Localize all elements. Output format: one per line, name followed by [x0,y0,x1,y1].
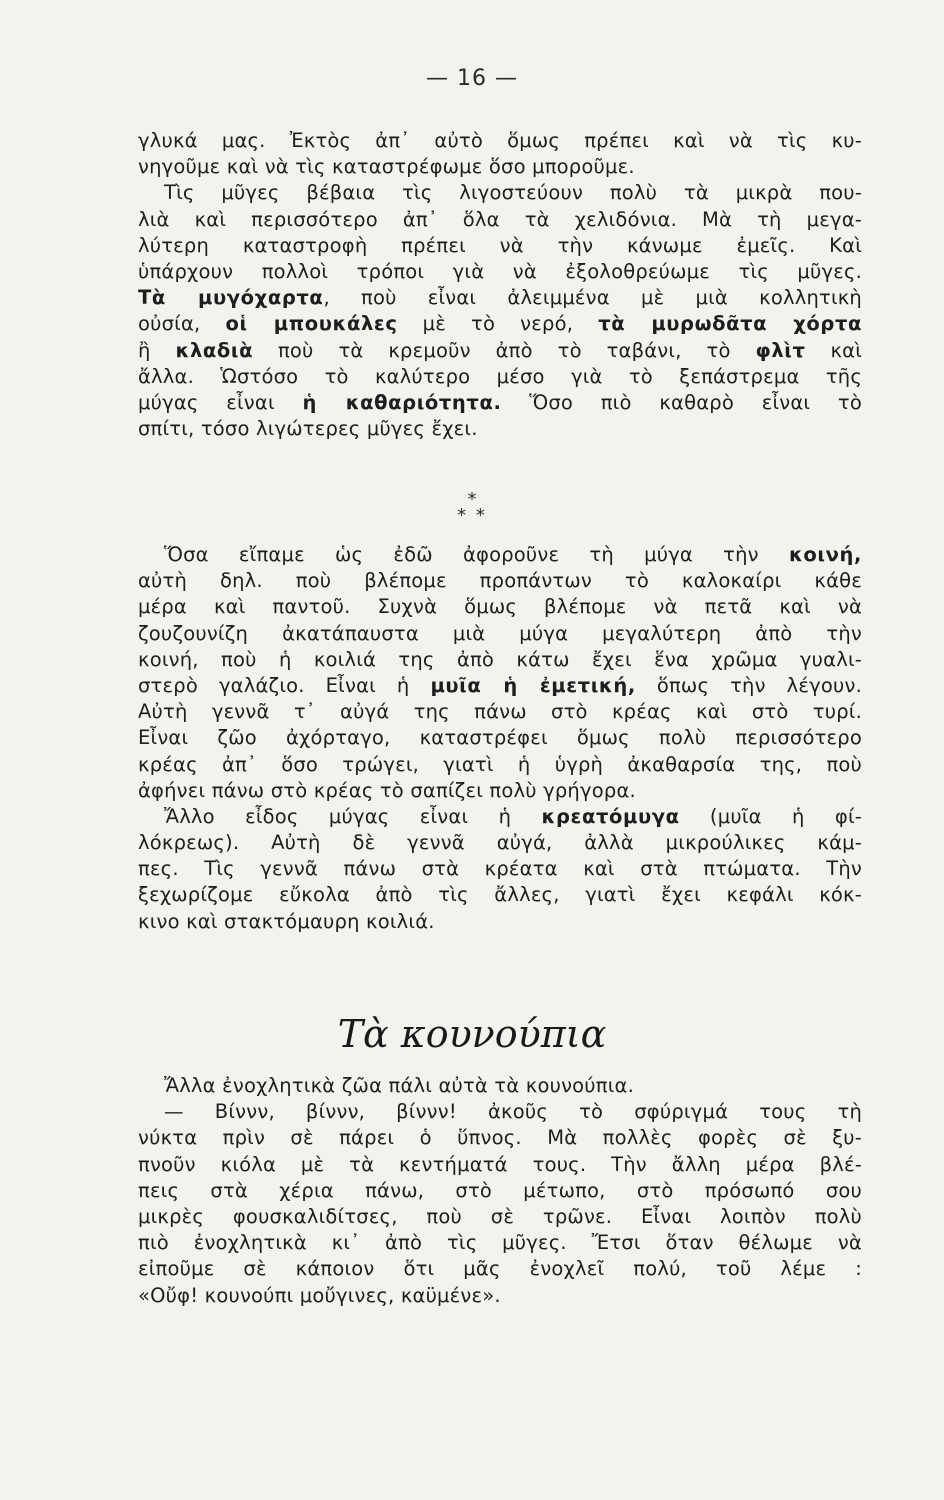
text-line [138,1178,862,1204]
text-run: ἢ [138,338,176,362]
text-run: μύγας εἶναι [138,390,303,414]
text-line [138,752,862,778]
text-line [138,1073,862,1099]
text-line [138,259,862,285]
text-run: λόκρεως). Αὐτὴ δὲ γεννᾶ αὐγά, ἀλλὰ μικρούλικες κάμ- [138,831,862,855]
text-line [138,285,862,311]
text-run: ὑπάρχουν πολλοὶ τρόποι γιὰ νὰ ἐξολοθρεύωμε τὶς μῦγες. [138,259,862,283]
text-line [138,673,862,699]
page-number: — 16 — [426,66,518,91]
text-run: καὶ [805,338,862,362]
text-line [138,364,862,390]
text-line [138,830,862,856]
asterism-bottom: * * [457,505,487,526]
text-run: ποὺ τὰ κρεμοῦν ἀπὸ τὸ ταβάνι, τὸ [253,338,756,362]
text-run: ξεχωρίζομε εὔκολα ἀπὸ τὶς ἄλλες, γιατὶ ἔχει κεφάλι κόκ- [138,883,862,907]
text-line [138,647,862,673]
bold-term: οἱ μπουκάλες [225,312,398,336]
text-run: «Οὔφ! κουνούπι μοὔγινες, καϋμένε». [138,1283,501,1307]
text-run: νύκτα πρὶν σὲ πάρει ὁ ὕπνος. Μὰ πολλὲς φορὲς σὲ ξυ- [138,1126,862,1150]
text-run: Ἄλλα ἐνοχλητικὰ ζῶα πάλι αὐτὰ τὰ κουνούπια. [164,1074,634,1097]
text-line [138,390,862,416]
text-run: γλυκά μας. Ἐκτὸς ἀπ᾿ αὐτὸ ὅμως πρέπει καὶ νὰ τὶς κυ- [138,129,862,152]
text-run: μικρὲς φουσκαλιδίτσες, ποὺ σὲ τρῶνε. Εἶναι λοιπὸν πολὺ [138,1204,862,1228]
text-run: λιὰ καὶ περισσότερο ἀπ᾿ ὅλα τὰ χελιδόνια. Μὰ τὴ μεγα- [138,207,862,231]
paragraph-fly-species [138,542,862,935]
text-run: πιὸ ἐνοχλητικὰ κι᾿ ἀπὸ τὶς μῦγες. Ἔτσι ὅταν θέλωμε νὰ [138,1231,862,1255]
text-line [138,1204,862,1230]
paragraph-mosquitoes [138,1073,862,1309]
text-run: εἰποῦμε σὲ κάποιον ὅτι μᾶς ἐνοχλεῖ πολύ, τοῦ λέμε : [138,1257,862,1281]
paragraph-flies-destruction [138,128,862,442]
text-run: Αὐτὴ γεννᾶ τ᾿ αὐγά της πάνω στὸ κρέας καὶ στὸ τυρί. [138,700,862,724]
text-run: κινο καὶ στακτόμαυρη κοιλιά. [138,909,435,933]
bold-term: κρεατόμυγα [541,804,680,828]
text-line [138,1125,862,1151]
text-run: μὲ τὸ νερό, [397,312,599,336]
bold-term: φλὶτ [755,338,806,362]
text-run: οὐσία, [138,312,226,336]
text-run: ἄλλα. Ὡστόσο τὸ καλύτερο μέσο γιὰ τὸ ξεπάστρεμα τῆς [138,364,862,388]
text-line [138,621,862,647]
text-run: πεις στὰ χέρια πάνω, στὸ μέτωπο, στὸ πρόσωπό σου [138,1178,862,1202]
text-line [138,233,862,259]
text-line [138,882,862,908]
text-line [138,909,862,935]
bold-term: Τὰ μυγόχαρτα [138,286,324,310]
text-line [138,1283,862,1309]
text-line [138,1230,862,1256]
text-run: ζουζουνίζη ἀκατάπαυστα μιὰ μύγα μεγαλύτερη ἀπὸ τὴν [138,621,862,645]
section-heading-mosquitoes: Τὰ κουνούπια [337,1012,607,1056]
text-line [138,128,862,154]
section-separator-asterism [0,489,944,528]
text-run: — Βίννν, βίννν, βίννν! ἀκοῦς τὸ σφύριγμά τους τὴ [164,1100,862,1124]
text-run: , ποὺ εἶναι ἀλειμμένα μὲ μιὰ κολλητικὴ [323,286,862,310]
text-line [138,154,862,180]
text-line [138,778,862,804]
text-run: Ὅσο πιὸ καθαρὸ εἶναι τὸ [501,390,862,414]
bold-term: ἡ καθαριότητα. [302,390,502,414]
bold-term: τὰ μυρωδᾶτα χόρτα [598,312,863,336]
text-run: σπίτι, τόσο λιγώτερες μῦγες ἔχει. [138,417,478,441]
text-run: στερὸ γαλάζιο. Εἶναι ἡ [138,673,431,697]
text-line [138,699,862,725]
text-run: Τὶς μῦγες βέβαια τὶς λιγοστεύουν πολὺ τὰ μικρὰ που- [164,181,862,205]
text-run: (μυῖα ἡ φί- [679,804,862,828]
text-line [138,416,862,442]
text-line [138,856,862,882]
text-line [138,338,862,364]
text-run: μέρα καὶ παντοῦ. Συχνὰ ὅμως βλέπομε νὰ πετᾶ καὶ νὰ [138,595,862,619]
text-run: κρέας ἀπ᾿ ὅσο τρώγει, γιατὶ ἡ ὑγρὴ ἀκαθαρσία της, ποὺ [138,752,862,776]
text-run: λύτερη καταστροφὴ πρέπει νὰ τὴν κάνωμε ἐμεῖς. Καὶ [138,233,862,257]
bold-term: κοινή, [788,543,862,566]
text-run: πες. Τὶς γεννᾶ πάνω στὰ κρέατα καὶ στὰ πτώματα. Τὴν [138,857,862,881]
text-line [138,207,862,233]
text-run: πνοῦν κιόλα μὲ τὰ κεντήματά τους. Τὴν ἄλλη μέρα βλέ- [138,1152,862,1176]
text-run: κοινή, ποὺ ἡ κοιλιά της ἀπὸ κάτω ἔχει ἕνα χρῶμα γυαλι- [138,647,862,671]
text-line [138,311,862,337]
text-run: Ὅσα εἴπαμε ὡς ἐδῶ ἀφοροῦνε τὴ μύγα τὴν [164,543,789,566]
text-line [138,180,862,206]
text-run: αὐτὴ δηλ. ποὺ βλέπομε προπάντων τὸ καλοκαίρι κάθε [138,569,862,593]
text-run: Εἶναι ζῶο ἀχόρταγο, καταστρέφει ὅμως πολὺ περισσότερο [138,726,862,750]
text-line [138,1099,862,1125]
text-line [138,568,862,594]
text-run: Ἄλλο εἶδος μύγας εἶναι ἡ [164,804,542,828]
text-line [138,804,862,830]
text-run: νηγοῦμε καὶ νὰ τὶς καταστρέφωμε ὅσο μποροῦμε. [138,155,635,179]
text-line [138,1152,862,1178]
text-line [138,594,862,620]
bold-term: κλαδιὰ [175,338,254,362]
text-run: ὅπως τὴν λέγουν. [635,673,863,697]
text-run: ἀφήνει πάνω στὸ κρέας τὸ σαπίζει πολὺ γρήγορα. [138,778,636,802]
text-line [138,542,862,568]
text-line [138,1256,862,1282]
asterism-top: * [467,489,477,510]
text-line [138,725,862,751]
bold-term: μυῖα ἡ ἐμετική, [430,673,636,697]
